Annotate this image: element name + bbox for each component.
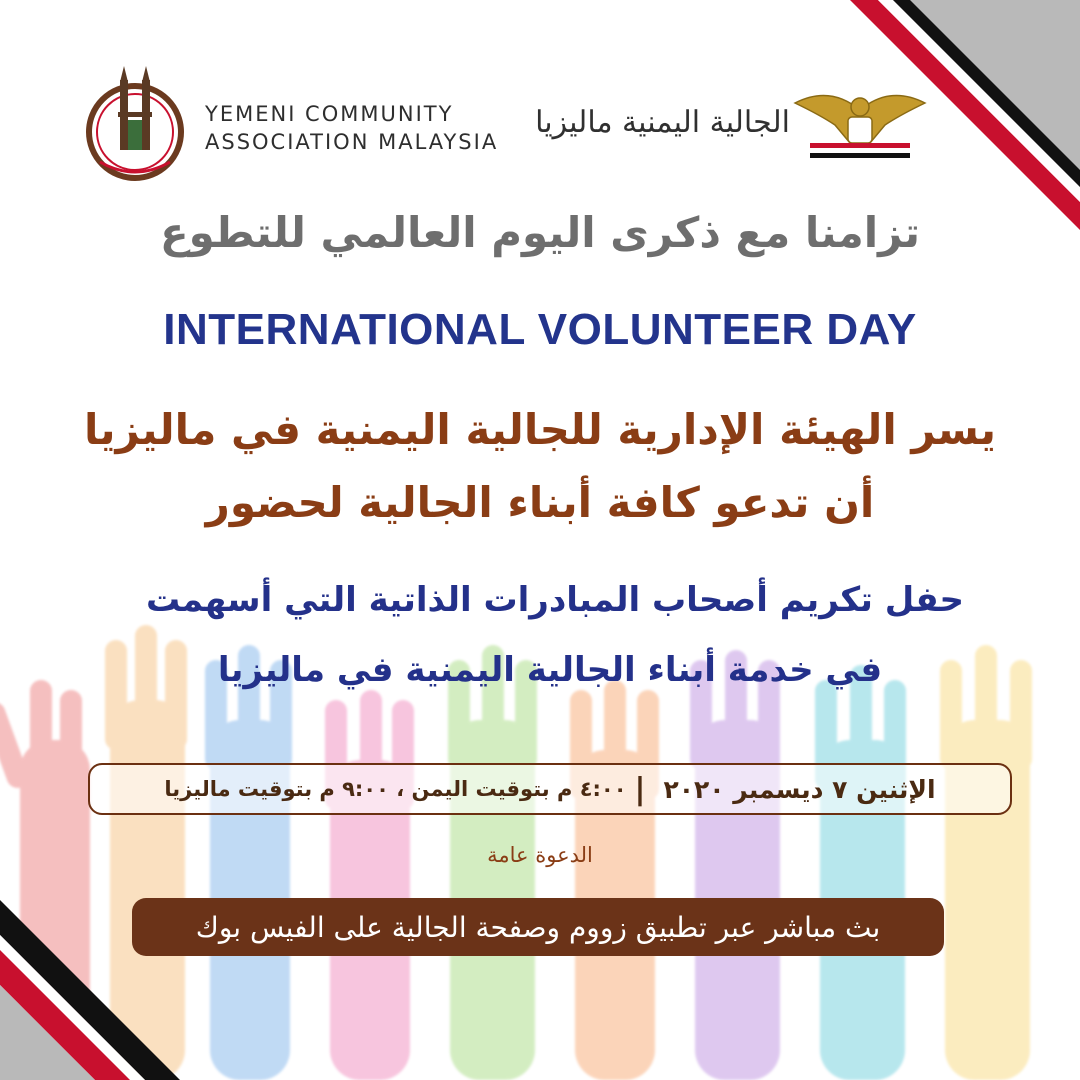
broadcast-text: بث مباشر عبر تطبيق زووم وصفحة الجالية على الفيس بوك bbox=[195, 910, 881, 944]
schedule-box bbox=[88, 763, 1012, 815]
event-line2: في خدمة أبناء الجالية اليمنية في ماليزيا bbox=[217, 650, 883, 690]
event-times: ٤:٠٠ م بتوقيت اليمن ، ٩:٠٠ م بتوقيت ماليزيا bbox=[164, 777, 627, 801]
title-en: INTERNATIONAL VOLUNTEER DAY bbox=[163, 305, 917, 354]
org-name-en-line2: ASSOCIATION MALAYSIA bbox=[205, 130, 499, 154]
invitation-line2: أن تدعو كافة أبناء الجالية لحضور bbox=[205, 478, 875, 527]
broadcast-banner bbox=[132, 898, 944, 956]
org-name-ar: الجالية اليمنية ماليزيا bbox=[535, 105, 790, 140]
schedule-separator: | bbox=[634, 771, 646, 807]
yemen-eagle-emblem-icon bbox=[790, 85, 930, 165]
invite-type: الدعوة عامة bbox=[487, 843, 593, 867]
event-day-date: الإثنين ٧ ديسمبر ٢٠٢٠ bbox=[663, 774, 936, 804]
title-ar: تزامنا مع ذكرى اليوم العالمي للتطوع bbox=[159, 208, 921, 257]
org-name-en-line1: YEMENI COMMUNITY bbox=[205, 102, 454, 126]
community-logo-icon bbox=[80, 62, 190, 187]
org-name-en bbox=[205, 100, 535, 156]
event-line1: حفل تكريم أصحاب المبادرات الذاتية التي أسهمت bbox=[145, 580, 965, 620]
invitation-line1: يسر الهيئة الإدارية للجالية اليمنية في ماليزيا bbox=[84, 405, 996, 454]
